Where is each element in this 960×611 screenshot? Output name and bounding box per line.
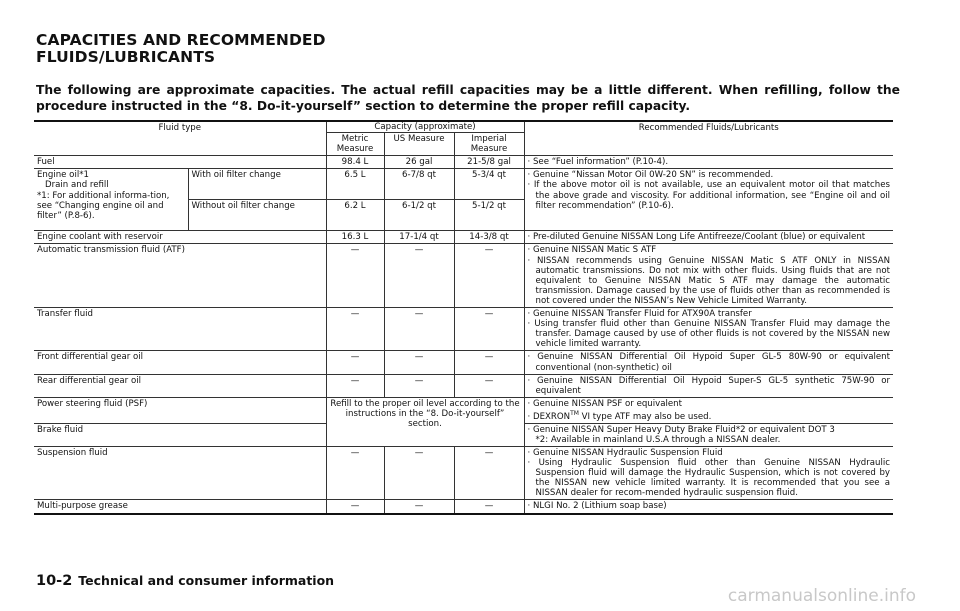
metric-value: —	[326, 244, 384, 308]
rec-item: · Genuine NISSAN Super Heavy Duty Brake Fluid*2 or equivalent DOT 3	[528, 425, 891, 435]
rec-item: · Genuine NISSAN Matic S ATF	[528, 245, 891, 255]
fluid-name: Fuel	[34, 156, 326, 169]
table-row-suspension	[34, 447, 893, 500]
fluid-name: Engine oil*1	[37, 170, 89, 181]
page-title-line1: CAPACITIES AND RECOMMENDED	[36, 31, 326, 49]
metric-value: —	[326, 374, 384, 397]
rec-dexron-rest: VI type ATF may also be used.	[578, 411, 712, 422]
us-value: 6-1/2 qt	[384, 200, 454, 231]
table-row-front-diff	[34, 351, 893, 374]
table-row-transfer	[34, 308, 893, 351]
page-title	[36, 32, 326, 66]
recommendation	[524, 397, 893, 423]
recommendation	[524, 308, 893, 351]
trademark-mark: TM	[570, 409, 579, 417]
imperial-value: —	[454, 308, 524, 351]
metric-value: —	[326, 351, 384, 374]
header-row-1	[34, 121, 893, 133]
us-value: —	[384, 351, 454, 374]
refill-instruction: Refill to the proper oil level according to the instructions in the “8. Do-it-yourself” section.	[326, 397, 524, 446]
page-number: 10-2	[36, 573, 73, 589]
page-footer	[36, 570, 334, 589]
us-value: —	[384, 244, 454, 308]
rec-item: · NISSAN recommends using Genuine NISSAN Matic S ATF ONLY in NISSAN automatic transmissions. Do not mix with other fluids. Using fluids that are not equivalent to Genuine NISSAN Matic S ATF may damage the automatic transmission. Damage caused by the use of fluids other than as recommended is not covered under the NISSAN’s New Vehicle Limited Warranty.	[528, 256, 891, 306]
header-imperial: Imperial Measure	[454, 133, 524, 156]
rec-dexron: DEXRON	[532, 411, 571, 422]
us-value: 17-1/4 qt	[384, 231, 454, 244]
imperial-value: 14-3/8 qt	[454, 231, 524, 244]
rec-item: · Pre-diluted Genuine NISSAN Long Life Antifreeze/Coolant (blue) or equivalent	[528, 232, 891, 242]
imperial-value: 5-1/2 qt	[454, 200, 524, 231]
condition-label: With oil filter change	[188, 169, 326, 200]
rec-item: · Genuine NISSAN Transfer Fluid for ATX90A transfer	[528, 309, 891, 319]
recommendation	[524, 374, 893, 397]
us-value: —	[384, 447, 454, 500]
fluid-name: Transfer fluid	[34, 308, 326, 351]
fluid-name: Rear differential gear oil	[34, 374, 326, 397]
table-row-engine-oil-with-filter	[34, 169, 893, 200]
rec-item: · Genuine NISSAN Differential Oil Hypoid Super-S GL-5 synthetic 75W-90 or equivalent	[528, 376, 891, 396]
recommendation	[524, 423, 893, 446]
table-row-fuel	[34, 156, 893, 169]
fluid-name: Automatic transmission fluid (ATF)	[34, 244, 326, 308]
us-value: 26 gal	[384, 156, 454, 169]
fluid-name: Multi-purpose grease	[34, 500, 326, 514]
fluid-name: Power steering fluid (PSF)	[34, 397, 326, 423]
imperial-value: —	[454, 374, 524, 397]
header-capacity: Capacity (approximate)	[326, 121, 524, 133]
recommendation	[524, 156, 893, 169]
imperial-value: —	[454, 244, 524, 308]
rec-item: · Using transfer fluid other than Genuine NISSAN Transfer Fluid may damage the transfer. Damage caused by use of other fluids is not covered by the NISSAN new vehicle limited warranty.	[528, 319, 891, 349]
imperial-value: —	[454, 500, 524, 514]
metric-value: —	[326, 500, 384, 514]
fluid-name: Brake fluid	[34, 423, 326, 446]
table-row-rear-diff	[34, 374, 893, 397]
page-title-line2: FLUIDS/LUBRICANTS	[36, 48, 216, 66]
imperial-value: 5-3/4 qt	[454, 169, 524, 200]
rec-item: · NLGI No. 2 (Lithium soap base)	[528, 501, 891, 511]
metric-value: 6.2 L	[326, 200, 384, 231]
fluid-name: Front differential gear oil	[34, 351, 326, 374]
recommendation	[524, 500, 893, 514]
fluid-name: Suspension fluid	[34, 447, 326, 500]
recommendation	[524, 231, 893, 244]
metric-value: 98.4 L	[326, 156, 384, 169]
imperial-value: —	[454, 351, 524, 374]
metric-value: —	[326, 447, 384, 500]
recommendation	[524, 447, 893, 500]
rec-item: · Genuine NISSAN Differential Oil Hypoid Super GL-5 80W-90 or equivalent conventional (non-synthetic) oil	[528, 352, 891, 372]
footnote: *2: Available in mainland U.S.A through a NISSAN dealer.	[535, 434, 781, 445]
header-us: US Measure	[384, 133, 454, 156]
section-name: Technical and consumer information	[78, 573, 335, 588]
us-value: —	[384, 374, 454, 397]
intro-paragraph: The following are approximate capacities. The actual refill capacities may be a little different. When refilling, follow the procedure instructed in the “8. Do-it-yourself” section to determine the proper refill capacity.	[36, 83, 900, 113]
table-row-psf	[34, 397, 893, 423]
recommendation	[524, 169, 893, 231]
table-row-atf	[34, 244, 893, 308]
metric-value: 16.3 L	[326, 231, 384, 244]
condition-label: Without oil filter change	[188, 200, 326, 231]
footnote: *1: For additional informa-tion, see “Changing engine oil and filter” (P.8-6).	[37, 190, 170, 221]
metric-value: —	[326, 308, 384, 351]
us-value: 6-7/8 qt	[384, 169, 454, 200]
fluid-name: Engine coolant with reservoir	[34, 231, 326, 244]
table-row-grease	[34, 500, 893, 514]
fluid-name-engine-oil	[34, 169, 188, 231]
header-recommended: Recommended Fluids/Lubricants	[524, 121, 893, 156]
rec-item: · See “Fuel information” (P.10-4).	[528, 157, 891, 167]
recommendation	[524, 351, 893, 374]
capacities-table	[34, 120, 893, 515]
header-fluid-type: Fluid type	[34, 121, 326, 156]
us-value: —	[384, 500, 454, 514]
header-metric: Metric Measure	[326, 133, 384, 156]
table-row-coolant	[34, 231, 893, 244]
us-value: —	[384, 308, 454, 351]
fluid-subname: Drain and refill	[45, 180, 109, 191]
rec-item	[528, 409, 891, 422]
metric-value: 6.5 L	[326, 169, 384, 200]
rec-item: · Genuine NISSAN Hydraulic Suspension Fluid	[528, 448, 891, 458]
rec-item: · If the above motor oil is not available, use an equivalent motor oil that matches the above grade and viscosity. For additional information, see “Engine oil and oil filter recommendation” (P.10-6).	[528, 180, 891, 210]
imperial-value: —	[454, 447, 524, 500]
recommendation	[524, 244, 893, 308]
rec-item: · Using Hydraulic Suspension fluid other than Genuine NISSAN Hydraulic Suspension fluid will damage the Hydraulic Suspension, which is not covered by the NISSAN new vehicle limited warranty. It is recommended that you see a NISSAN dealer for recom-mended hydraulic suspension fluid.	[528, 458, 891, 498]
rec-item: · Genuine NISSAN PSF or equivalent	[528, 399, 891, 409]
watermark: carmanualsonline.info	[727, 586, 916, 606]
imperial-value: 21-5/8 gal	[454, 156, 524, 169]
rec-item: · Genuine “Nissan Motor Oil 0W-20 SN” is recommended.	[528, 170, 891, 180]
